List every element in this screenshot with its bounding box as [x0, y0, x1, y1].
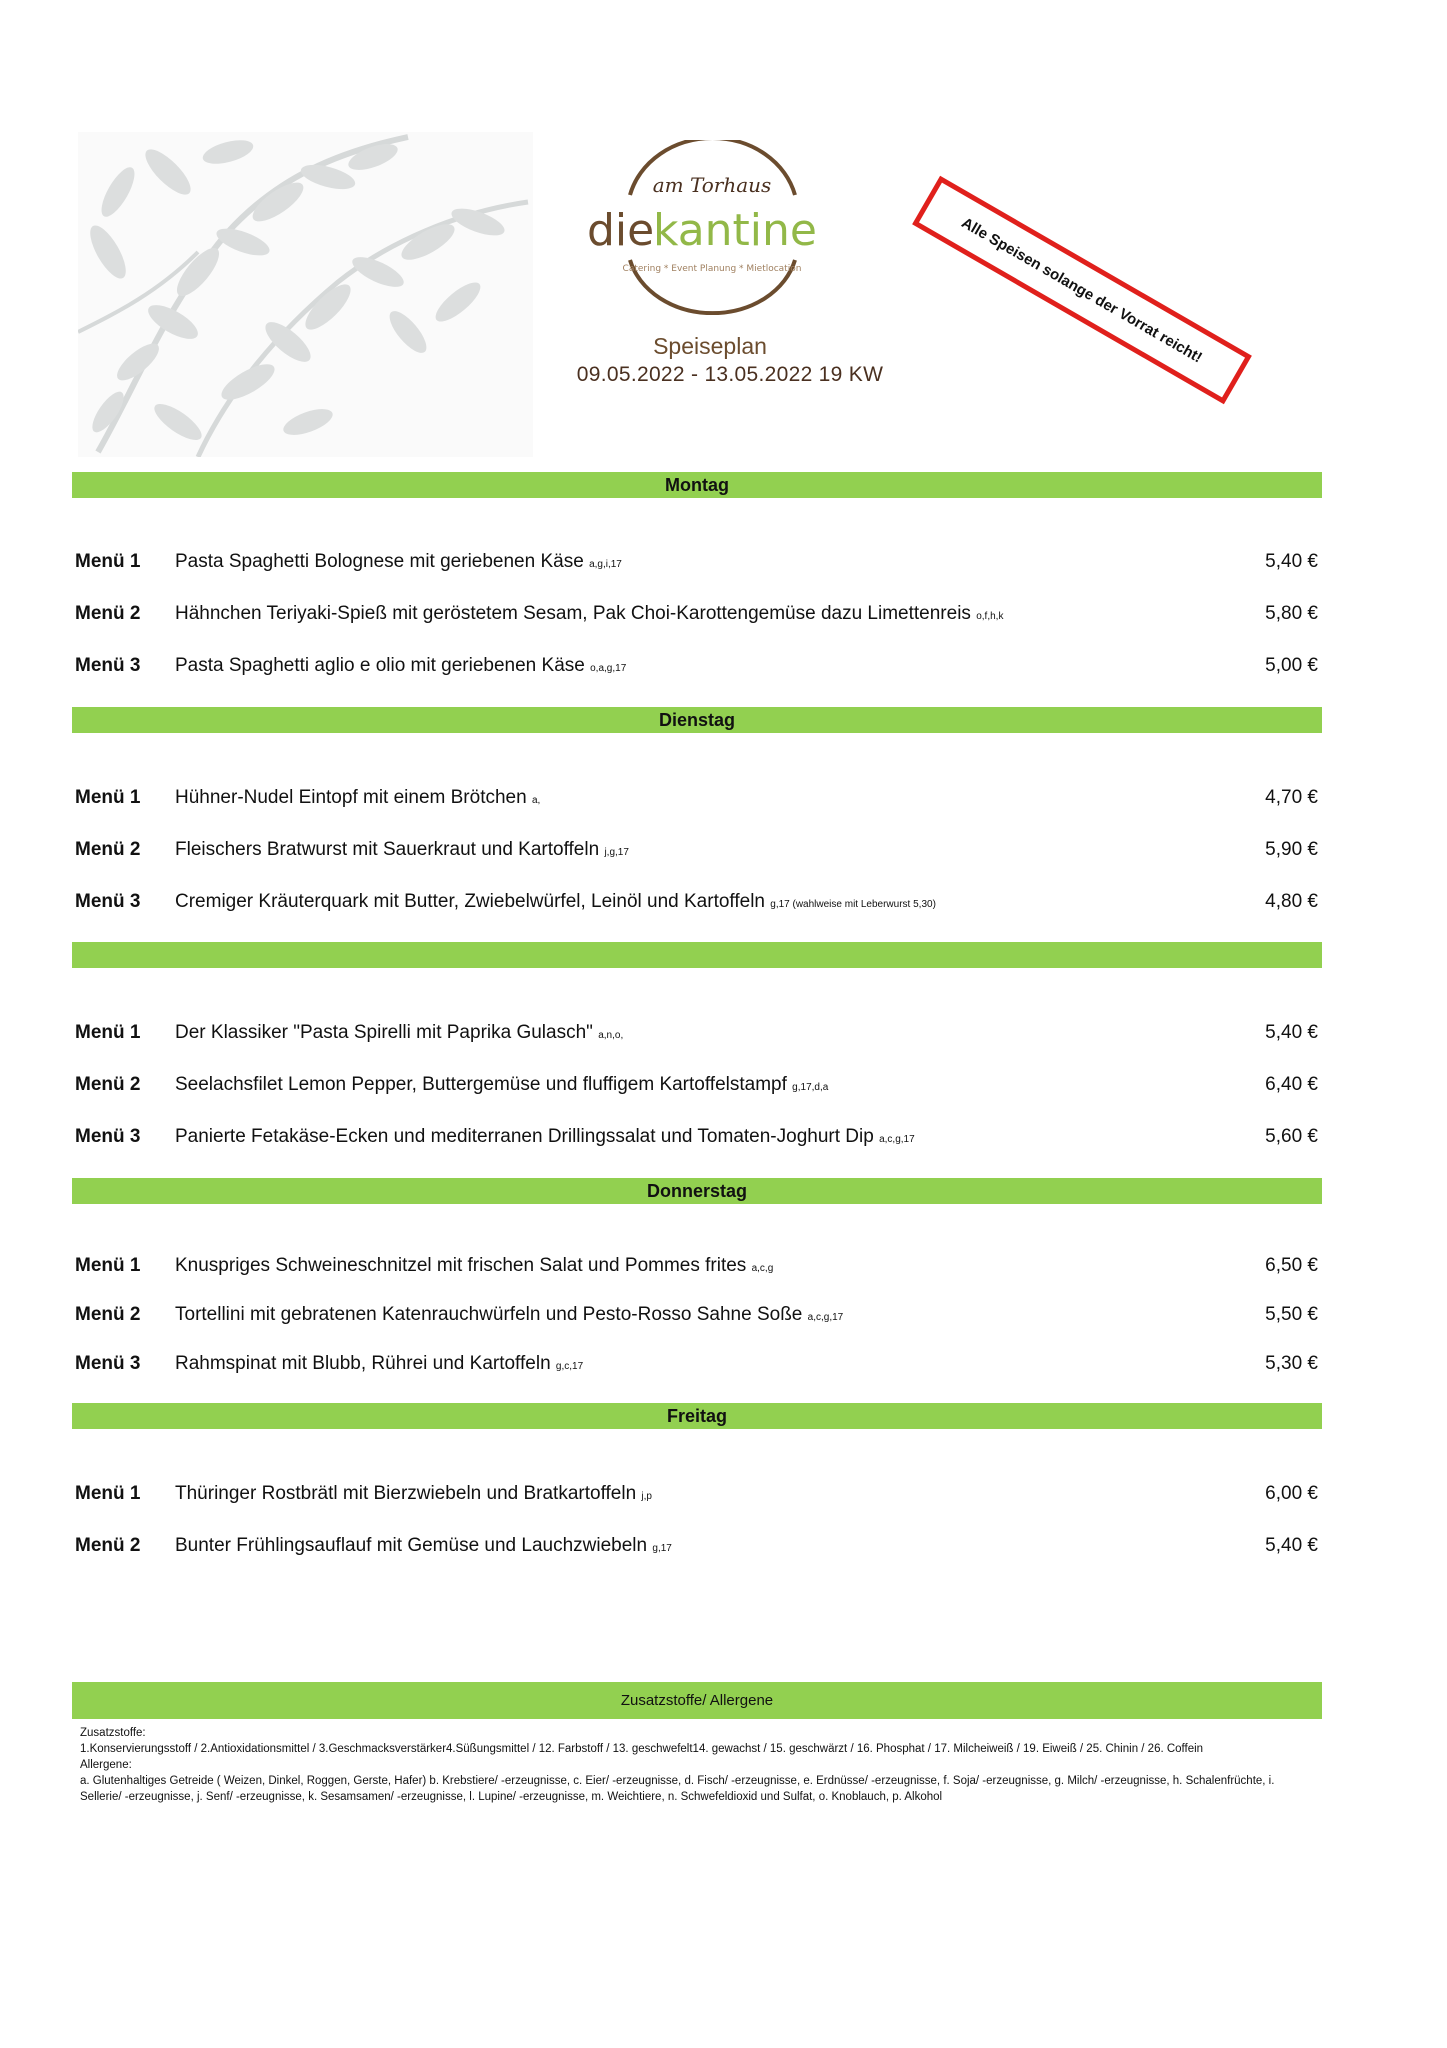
menu-row [72, 785, 1322, 811]
allergen-codes: o,f,h,k [976, 611, 1004, 622]
menu-number: Menü 1 [75, 1483, 141, 1504]
allergen-codes: g,c,17 [555, 1361, 584, 1372]
menu-row [72, 1481, 1322, 1507]
dish-name: Pasta Spaghetti aglio e olio mit geriebenen Käse o,a,g,17 [175, 655, 627, 676]
menu-number: Menü 1 [75, 551, 141, 572]
allergens-text: a. Glutenhaltiges Getreide ( Weizen, Dinkel, Roggen, Gerste, Hafer) b. Krebstiere/ -erzeugnisse, c. Eier/ -erzeugnisse, d. Fisch/ -erzeugnisse, e. Erdnüsse/ -erzeugnisse, f. Soja/ -erzeugnisse, g. Milch/ -erzeugnisse, h. Schalenfrüchte, i. Sellerie/ -erzeugnisse, j. Senf/ -erzeugnisse, k. Sesamsamen/ -erzeugnisse, l. Lupine/ -erzeugnisse, m. Weichtiere, n. Schwefeldioxid und Sulfat, o. Knoblauch, p. Alkohol [80, 1775, 1275, 1803]
menu-number: Menü 3 [75, 891, 141, 912]
allergen-codes: g,17,d,a [792, 1082, 829, 1093]
dish-name: Tortellini mit gebratenen Katenrauchwürfeln und Pesto-Rosso Sahne Soße a,c,g,17 [175, 1304, 844, 1325]
menu-row [72, 1020, 1322, 1046]
allergen-notes [80, 1725, 1310, 1805]
allergen-codes: g,17 [652, 1543, 672, 1554]
dish-name: Knuspriges Schweineschnitzel mit frischen Salat und Pommes frites a,c,g [175, 1255, 774, 1276]
dish-name: Der Klassiker "Pasta Spirelli mit Paprika Gulasch" a,n,o, [175, 1022, 624, 1043]
page-title: Speiseplan [653, 333, 767, 359]
price: 6,50 € [1265, 1255, 1318, 1276]
day-header-dienstag: Dienstag [72, 707, 1322, 733]
allergen-codes: a,c,g,17 [807, 1312, 844, 1323]
allergen-codes: a, [531, 795, 541, 806]
dish-name: Pasta Spaghetti Bolognese mit geriebenen Käse a,g,i,17 [175, 551, 622, 572]
dish-name: Thüringer Rostbrätl mit Bierzwiebeln und Bratkartoffeln j,p [175, 1483, 652, 1504]
dish-name: Rahmspinat mit Blubb, Rührei und Kartoffeln g,c,17 [175, 1353, 584, 1374]
menu-row [72, 1124, 1322, 1150]
dish-name: Cremiger Kräuterquark mit Butter, Zwiebelwürfel, Leinöl und Kartoffeln g,17 (wahlweise mit Leberwurst 5,30) [175, 891, 936, 912]
dish-name: Hühner-Nudel Eintopf mit einem Brötchen a, [175, 787, 541, 808]
allergen-codes: o,a,g,17 [590, 663, 627, 674]
svg-text:am Torhaus: am Torhaus [652, 173, 772, 197]
allergen-codes: a,c,g,17 [879, 1134, 915, 1145]
price: 6,40 € [1265, 1074, 1318, 1095]
date-range: 09.05.2022 - 13.05.2022 19 KW [576, 363, 884, 386]
dish-name: Hähnchen Teriyaki-Spieß mit geröstetem Sesam, Pak Choi-Karottengemüse dazu Limettenreis o,f,h,k [175, 603, 1004, 624]
price: 5,60 € [1265, 1126, 1318, 1147]
die-kantine-logo [575, 140, 850, 315]
price: 4,70 € [1265, 787, 1318, 808]
availability-stamp: Alle Speisen solange der Vorrat reicht! [912, 176, 1252, 404]
menu-row [72, 601, 1322, 627]
svg-text:kantine: kantine [653, 205, 817, 256]
day-header-montag: Montag [72, 472, 1322, 498]
allergen-header: Zusatzstoffe/ Allergene [72, 1682, 1322, 1719]
menu-number: Menü 1 [75, 787, 141, 808]
menu-row [72, 889, 1322, 915]
allergen-codes: g,17 (wahlweise mit Leberwurst 5,30) [770, 899, 936, 910]
menu-row [72, 837, 1322, 863]
day-header-mittwoch [72, 942, 1322, 968]
menu-row [72, 1253, 1322, 1279]
dish-name: Fleischers Bratwurst mit Sauerkraut und Kartoffeln j,g,17 [175, 839, 629, 860]
menu-number: Menü 3 [75, 655, 141, 676]
dish-name: Bunter Frühlingsauflauf mit Gemüse und Lauchzwiebeln g,17 [175, 1535, 672, 1556]
allergen-codes: a,g,i,17 [589, 559, 622, 570]
allergen-codes: a,n,o, [598, 1030, 624, 1041]
price: 5,90 € [1265, 839, 1318, 860]
menu-row [72, 653, 1322, 679]
menu-row [72, 1302, 1322, 1328]
menu-row [72, 1072, 1322, 1098]
menu-row [72, 1533, 1322, 1559]
allergens-label: Allergene: [80, 1759, 132, 1771]
menu-number: Menü 1 [75, 1255, 141, 1276]
svg-text:die: die [587, 205, 655, 256]
menu-number: Menü 2 [75, 1304, 141, 1325]
menu-number: Menü 3 [75, 1353, 141, 1374]
day-header-freitag: Freitag [72, 1403, 1322, 1429]
price: 5,30 € [1265, 1353, 1318, 1374]
menu-number: Menü 3 [75, 1126, 141, 1147]
svg-text:Catering * Event Planung * Mie: Catering * Event Planung * Mietlocation [622, 264, 802, 274]
menu-number: Menü 1 [75, 1022, 141, 1043]
allergen-codes: a,c,g [751, 1263, 774, 1274]
price: 5,50 € [1265, 1304, 1318, 1325]
allergen-codes: j,g,17 [604, 847, 629, 858]
price: 5,40 € [1265, 1022, 1318, 1043]
menu-number: Menü 2 [75, 1074, 141, 1095]
price: 6,00 € [1265, 1483, 1318, 1504]
leaf-branch-decoration [78, 132, 533, 457]
dish-name: Seelachsfilet Lemon Pepper, Buttergemüse und fluffigem Kartoffelstampf g,17,d,a [175, 1074, 829, 1095]
menu-number: Menü 2 [75, 1535, 141, 1556]
price: 5,40 € [1265, 551, 1318, 572]
allergen-codes: j,p [641, 1491, 652, 1502]
price: 5,80 € [1265, 603, 1318, 624]
dish-name: Panierte Fetakäse-Ecken und mediterranen Drillingssalat und Tomaten-Joghurt Dip a,c,g,17 [175, 1126, 915, 1147]
menu-row [72, 1351, 1322, 1377]
additives-text: 1.Konservierungsstoff / 2.Antioxidationsmittel / 3.Geschmacksverstärker4.Süßungsmittel / 12. Farbstoff / 13. geschwefelt14. gewachst / 15. geschwärzt / 16. Phosphat / 17. Milcheiweiß / 19. Eiweiß / 25. Chinin / 26. Coffein [80, 1743, 1204, 1755]
price: 5,40 € [1265, 1535, 1318, 1556]
additives-label: Zusatzstoffe: [80, 1727, 146, 1739]
menu-row [72, 549, 1322, 575]
menu-number: Menü 2 [75, 839, 141, 860]
price: 4,80 € [1265, 891, 1318, 912]
price: 5,00 € [1265, 655, 1318, 676]
day-header-donnerstag: Donnerstag [72, 1178, 1322, 1204]
menu-number: Menü 2 [75, 603, 141, 624]
